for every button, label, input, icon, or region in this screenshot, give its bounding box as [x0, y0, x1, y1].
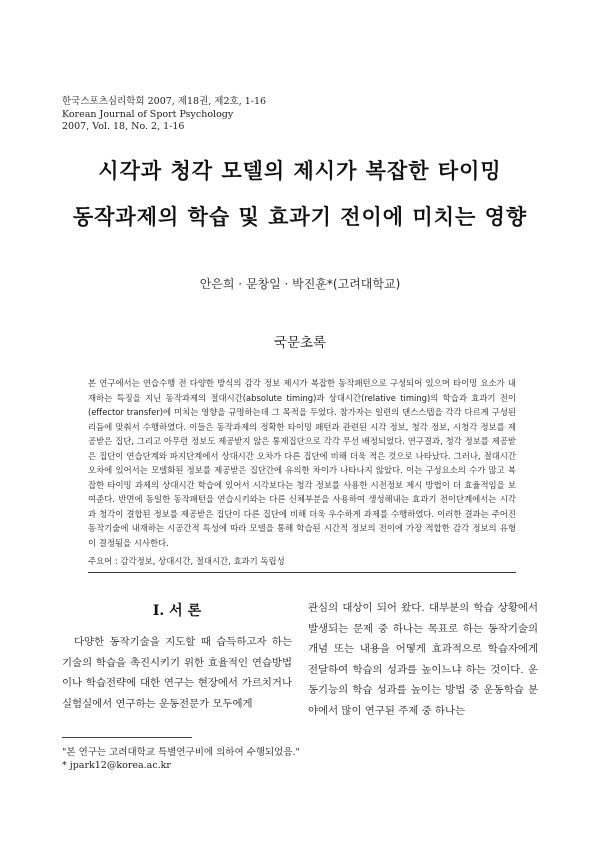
paper-title-line-1: 시각과 청각 모델의 제시가 복잡한 타이밍	[98, 158, 502, 183]
footnote-email: * jpark12@korea.ac.kr	[62, 760, 171, 771]
journal-line-korean: 한국스포츠심리학회 2007, 제18권, 제2호, 1-16	[62, 96, 267, 107]
section-heading: I. 서 론	[152, 603, 202, 619]
footnote-funding: "본 연구는 고려대학교 특별연구비에 의하여 수행되었음."	[62, 747, 300, 758]
body-column-right: 관심의 대상이 되어 왔다. 대부분의 학습 상황에서 발생되는 문제 중 하나는 목표로 하는 동작기술의 개념 또는 내용을 어떻게 효과적으로 학습자에게 전달하여 학습의 성과를 높이느냐 하는 것이다. 운동기능의 학습 성과를 높이는 방법 중 운동학습 분야에서 많이 연구된 주제 중 하나는	[308, 602, 538, 717]
footnote-divider	[62, 737, 192, 738]
authors: 안은희 · 문창일 · 박진훈*(고려대학교)	[199, 277, 401, 291]
journal-citation	[62, 96, 266, 134]
journal-line-english: Korean Journal of Sport Psychology	[62, 108, 234, 120]
paper-title-line-2: 동작과제의 학습 및 효과기 전이에 미치는 영향	[72, 204, 528, 229]
abstract-heading: 국문초록	[273, 335, 327, 351]
abstract-body: 본 연구에서는 연습수행 전 다양한 방식의 감각 정보 제시가 복잡한 동작패턴으로 구성되어 있으며 타이밍 요소가 내재하는 특징을 지닌 동작과제의 절대시간(absolute timing)과 상대시간(relative timing)의 학습과 효과기 전이(effector transfer)에 미치는 영향을 규명하는데 그 목적을 두었다. 참가자는 일련의 댄스스텝을 각각 다르게 구성된 리듬에 맞춰서 수행하였다. 이들은 동작과제의 정확한 타이밍 패턴과 관련된 시각 정보, 청각 정보, 시청각 정보를 제공받은 집단, 그리고 아무런 정보도 제공받지 않은 통제집단으로 각각 무선 배정되었다. 연구결과, 청각 정보를 제공받은 집단이 연습단계와 파지단계에서 상대시간 오차가 다른 집단에 비해 더욱 적은 것으로 나타났다. 그러나, 절대시간 오차에 있어서는 모델화된 정보를 제공받은 집단간에 유의한 차이가 나타나지 않았다. 이는 구성요소의 수가 많고 복잡한 타이밍 과제의 상대시간 학습에 있어서 시각보다는 청각 정보를 사용한 시전정보 제시 방법이 더 효율적임을 보여준다. 반면에 동일한 동작패턴을 연습시키와는 다른 신체부분을 사용하여 생성해내는 효과기 전이단계에서는 시각과 청각이 결합된 정보를 제공받은 집단이 다른 집단에 비해 더욱 우수하게 과제를 수행하였다. 이러한 결과는 주어진 동작기술에 내재하는 시공간적 특성에 따라 모델을 통해 학습된 시간적 정보의 전이에 가장 적합한 감각 정보의 유형이 결정됨을 시사한다.	[88, 378, 516, 548]
body-column-left: 다양한 동작기술을 지도할 때 습득하고자 하는 기술의 학습을 촉진시키기 위한 효율적인 연습방법이나 학습전략에 대한 연구는 현장에서 가르치거나 실험실에서 연구하는 운동전문가 모두에게	[62, 636, 292, 710]
journal-line-volume: 2007, Vol. 18, No. 2, 1-16	[62, 121, 185, 132]
keywords: 주요어 : 감각정보, 상대시간, 절대시간, 효과기 독립성	[88, 556, 285, 566]
abstract-divider	[88, 572, 516, 573]
